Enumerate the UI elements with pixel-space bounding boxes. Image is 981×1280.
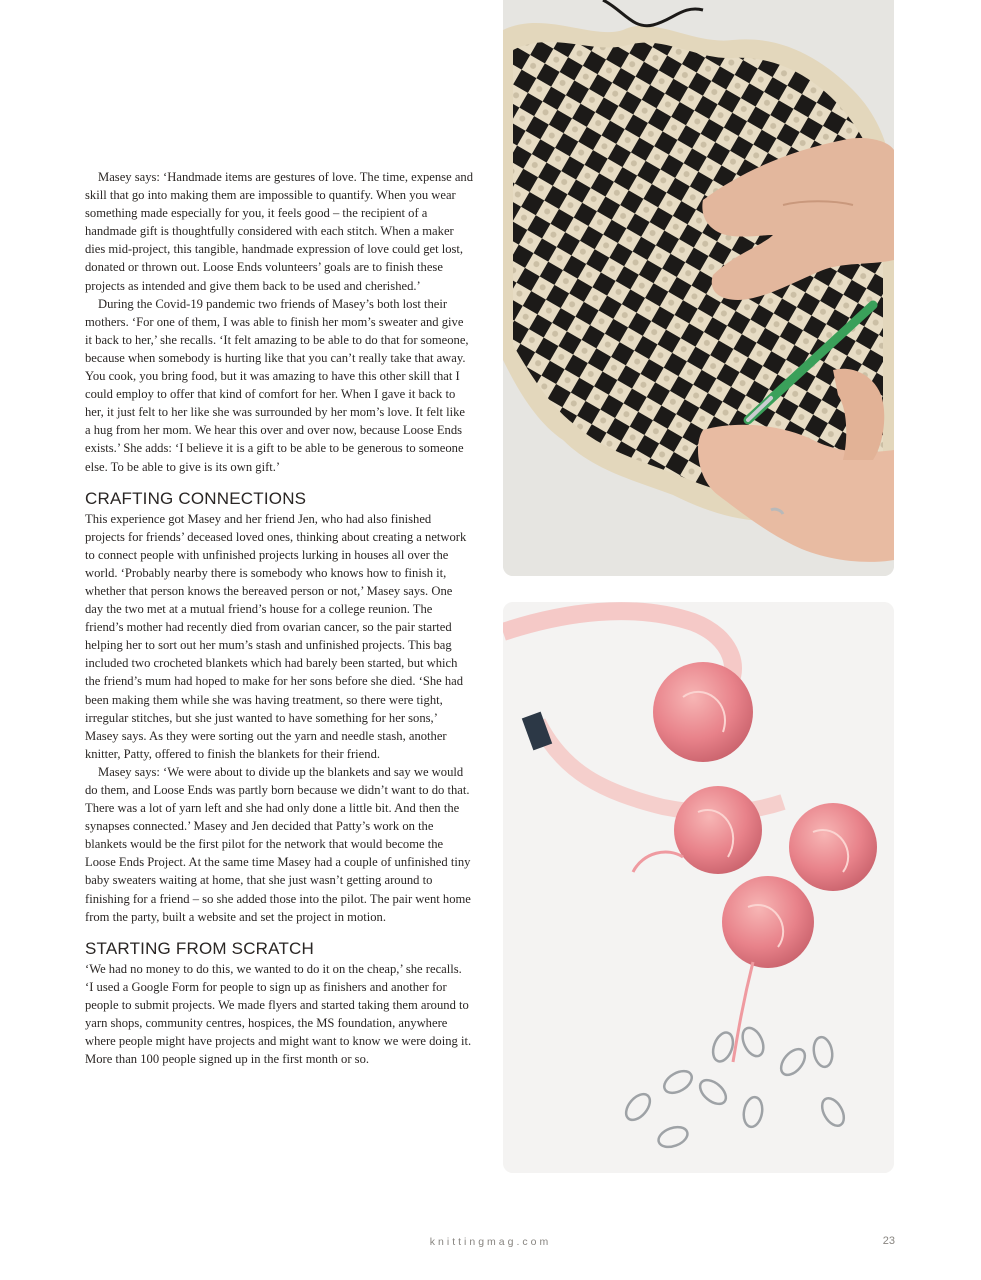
- section-heading: STARTING FROM SCRATCH: [85, 938, 314, 958]
- crochet-blanket-photo: [503, 0, 894, 576]
- paragraph: Masey says: ‘We were about to divide up the blankets and say we would do them, and Loose Ends was partly born because we didn’t want to do that. There was a lot of yarn left and she had only done a little bit. And then the synapses connected.’ Masey and Jen decided that Patty’s work on the blankets would be the first pilot for the network that would become the Loose Ends Project. At the same time Masey had a couple of unfinished tiny baby sweaters waiting at home, that she just wasn’t getting around to finishing for a friend – so she added those into the pilot. The pair went home from the party, built a website and set the project in motion.: [85, 764, 471, 924]
- paragraph: ‘We had no money to do this, we wanted to do it on the cheap,’ she recalls. ‘I used a Google Form for people to sign up as finishers and another for people to submit projects. We made flyers and started taking them around to yarn shops, community centres, hospices, the MS foundation, anywhere where people might have projects and might want to know we were doing it. More than 100 people signed up in the first month or so.: [85, 961, 472, 1067]
- yarn-balls-illustration: [503, 602, 894, 1173]
- paragraph: This experience got Masey and her friend Jen, who had also finished projects for friends’ deceased loved ones, thinking about creating a network to connect people with unfinished projects lurking in houses all over the world. ‘Probably nearby there is somebody who knows how to finish it, whether that person knows the bereaved person or not,’ Masey says. One day the two met at a mutual friend’s house for a college reunion. The friend’s mother had recently died from ovarian cancer, so the pair started helping her to sort out her mum’s stash and unfinished projects. This bag included two crocheted blankets which had barely been started, but which the friend’s mum had hoped to make for her sons before she died. ‘She had been making them while she was having treatment, so there were tight, irregular stitches, but she just wanted to have something for her sons,’ Masey says. As they were sorting out the yarn and needle stash, another knitter, Patty, offered to finish the blankets for their friend.: [85, 511, 467, 761]
- paragraph: During the Covid-19 pandemic two friends of Masey’s both lost their mothers. ‘For one of them, I was able to finish her mom’s sweater and give it back to her,’ she recalls. ‘It felt amazing to be able to do that for someone, because when somebody is hurting like that you can’t really take that away. You cook, you bring food, but it was amazing to have this other skill that I could employ to offer that kind of comfort for her. When I gave it back to her, it just felt to her like she was surrounded by her mom’s love. It felt like a hug from her mom. We hear this over and over now, because Loose Ends exists.’ She adds: ‘I believe it is a gift to be able to be generous to someone else. To be able to give is its own gift.’: [85, 296, 469, 474]
- article-body: [85, 168, 473, 1068]
- section-heading: CRAFTING CONNECTIONS: [85, 488, 307, 508]
- paragraph: Masey says: ‘Handmade items are gestures of love. The time, expense and skill that go into making them are impossible to quantify. When you wear something made especially for you, it feels good – the recipient of a handmade gift is thoughtfully considered with each stitch. When a maker dies mid-project, this tangible, handmade expression of love could get lost, donated or thrown out. Loose Ends volunteers’ goals are to finish these projects as intended and give them back to be used and cherished.’: [85, 170, 474, 293]
- footer-website: knittingmag.com: [429, 1236, 552, 1248]
- page-number: 23: [882, 1235, 895, 1247]
- crochet-blanket-illustration: [503, 0, 894, 576]
- yarn-balls-photo: [503, 602, 894, 1173]
